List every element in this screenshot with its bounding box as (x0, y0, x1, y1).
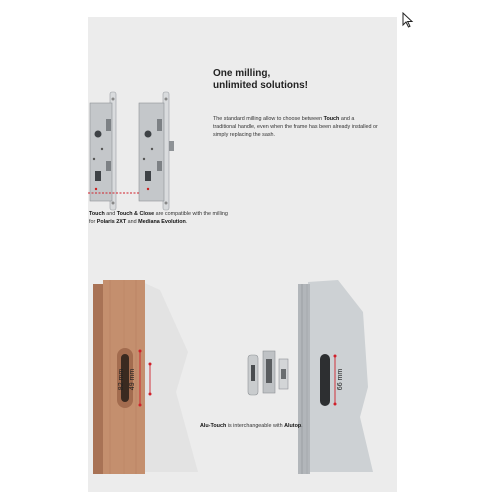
dimension-label-49: 49 mm (129, 368, 137, 391)
caption-text: and (126, 219, 139, 225)
lock-body-left (90, 92, 116, 210)
touch-compatibility-caption (89, 210, 229, 226)
wood-frame-edge (93, 284, 103, 474)
dimension-label-82: 82 mm (118, 368, 126, 391)
lock-body-right (139, 92, 174, 210)
lock-bodies-illustration (88, 89, 188, 219)
page-heading (213, 68, 383, 92)
caption-text: are compatible with the milling for (89, 211, 228, 225)
caption-text: is interchangeable with (226, 423, 285, 429)
wood-door-illustration (88, 272, 200, 477)
caption-mediana: Mediana Evolution (138, 219, 186, 225)
dimension-label-66: 66 mm (337, 368, 345, 391)
caption-polaris: Polaris 2XT (96, 219, 127, 225)
intro-text-1: The standard milling allow to choose between (213, 116, 324, 122)
intro-touch-bold: Touch (323, 116, 340, 122)
caption-alutop: Alutop (284, 423, 302, 429)
door-leaf-shadow (138, 280, 198, 472)
caption-touch: Touch (89, 211, 105, 217)
caption-alu-touch: Alu-Touch (200, 423, 227, 429)
alu-touch-handle (320, 354, 330, 406)
brochure-page (88, 17, 397, 492)
heading-line-2: unlimited solutions! (213, 80, 308, 91)
caption-text: . (185, 219, 188, 225)
intro-text-2: and a traditional handle, even when the frame has been already installed or simply replacing the sash. (213, 116, 378, 138)
intro-paragraph (213, 115, 378, 139)
alu-touch-caption (200, 422, 320, 430)
caption-text: . (301, 423, 303, 429)
caption-text: and (104, 211, 117, 217)
heading-line-1: One milling, (213, 68, 271, 79)
caption-touch-close: Touch & Close (116, 211, 155, 217)
mouse-cursor-icon (402, 12, 414, 28)
alu-touch-components (246, 349, 291, 409)
alu-frame-edge (298, 284, 310, 474)
